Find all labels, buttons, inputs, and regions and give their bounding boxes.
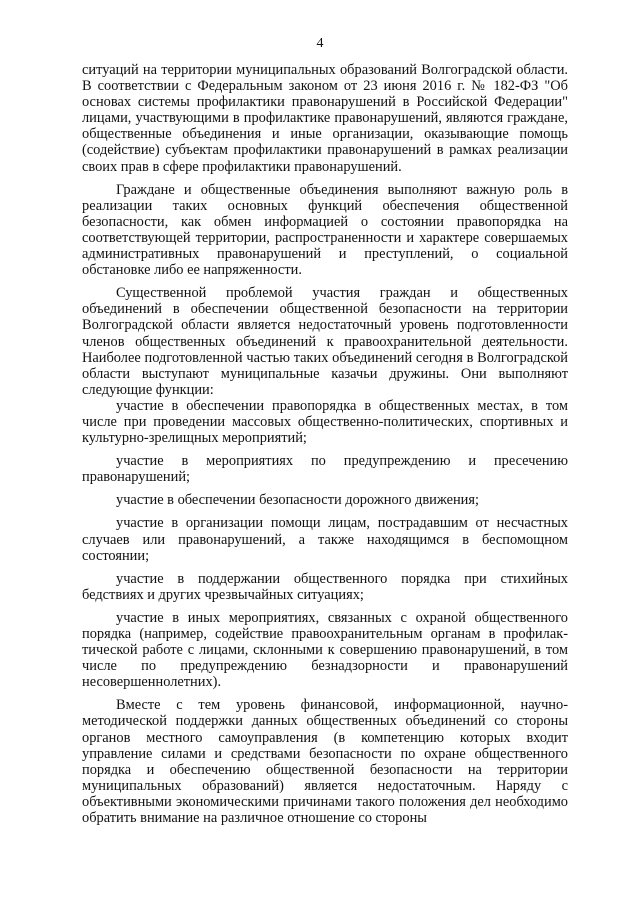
list-item-prevention: участие в мероприятиях по предупреждению и пресечению правонарушений; [82,453,568,486]
list-item-road-safety: участие в обеспечении безопасности дорожного движения; [116,492,479,509]
paragraph-support-level: Вместе с тем уровень финансовой, информационной, научно-методической поддержки данных общественных объединений со стороны органов местного самоуправления (в компетенцию которых входит управление силами и средствами безопасности по охране общественного порядка и обеспечению общественной безопасности на территории муниципальных образований) является недостаточным. Наряду с объективными экономическими причинами такого положения дел необходимо обратить внимание на различное отношение со стороны [82,697,568,827]
list-item-victim-assistance: участие в организации помощи лицам, пострадавшим от несчастных случаев или правонарушений, а также находящимся в беспомощном состоянии; [82,515,568,564]
paragraph-2: Граждане и общественные объединения выполняют важную роль в реализации таких основных функций обеспечения общественной безопасности, как обмен информацией о состоянии правопорядка на соответствующей территории, распространенности и характере совершаемых административных правонарушений и преступлений, о социальной обстановке либо ее напряженности. [82,181,568,279]
page-number: 4 [316,36,324,51]
paragraph-3: Существенной проблемой участия граждан и общественных объединений в обеспечении общественной безопасности на территории Волгоградской области является недостаточный уровень подготовленности членов общественных объединений к правоохранительной деятельности. Наиболее подготовленной частью таких объединений сегодня в Волгоградской области выступают муниципальные казачьи дружины. Они выполняют следующие функции: [82,285,568,398]
list-item-other-activities: участие в иных мероприятиях, связанных с охраной общественного порядка (например, содействие правоохранительным органам в профилактической работе с лицами, склонными к совершению правонарушений, в том числе по предупреждению безнадзорности и правонарушений несовершеннолетних). [82,609,568,691]
list-item-emergencies: участие в поддержании общественного порядка при стихийных бедствиях и других чрезвычайных ситуациях; [82,570,568,603]
paragraph-1: ситуаций на территории муниципальных образований Волгоградской области. В соответствии с Федеральным законом от 23 июня 2016 г. № 182-ФЗ "Об основах системы профилактики правонарушений в Российской Федерации" лицами, участвующими в профилактике правонарушений, являются граждане, общественные объединения и иные организации, оказывающие помощь (содействие) субъектам профилактики правонарушений в рамках реализации своих прав в сфере профилактики правонарушений. [82,62,568,175]
document-body [82,62,568,826]
list-item-public-order: участие в обеспечении правопорядка в общественных местах, в том числе при проведении массовых общественно-политических, спортивных и культурно-зрелищных мероприятий; [82,397,568,447]
